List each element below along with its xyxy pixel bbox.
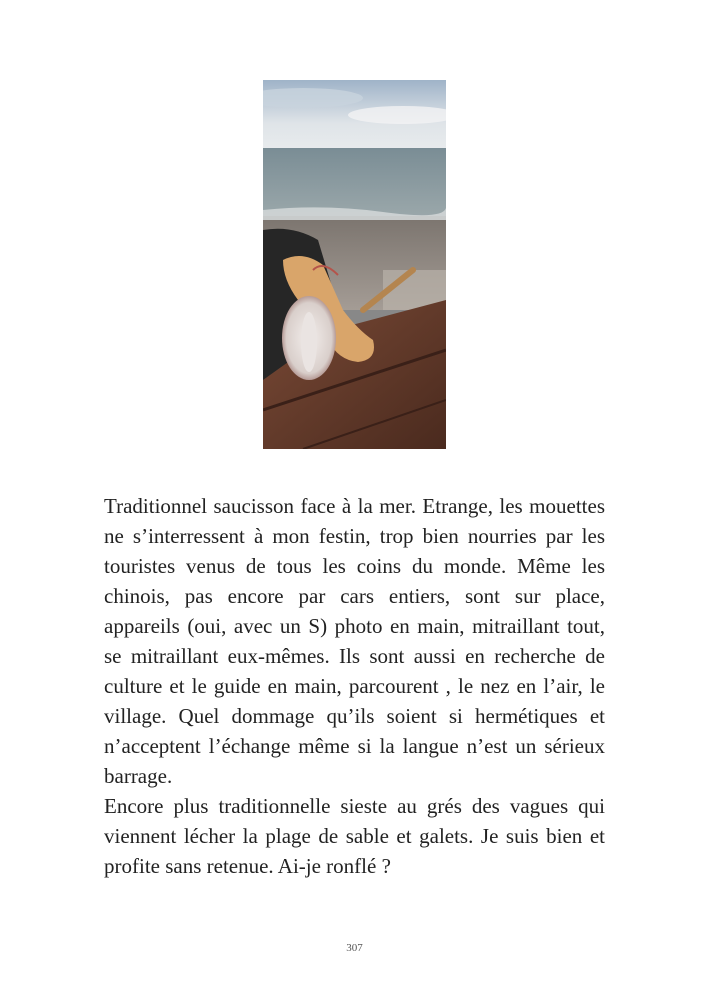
body-text <box>104 491 605 881</box>
saucisson-beach-photo <box>263 80 446 449</box>
paragraph: Encore plus traditionnelle sieste au grés des vagues qui viennent lécher la plage de sable et galets. Je suis bien et profite sans retenue. Ai-je ronflé ? <box>104 794 605 878</box>
paragraph: Traditionnel saucisson face à la mer. Etrange, les mouettes ne s’interressent à mon festin, trop bien nourries par les touristes venus de tous les coins du monde. Même les chinois, pas encore par cars entiers, sont sur place, appareils (oui, avec un S) photo en main, mitraillant tout, se mitraillant eux-mêmes. Ils sont aussi en recherche de culture et le guide en main, parcourent , le nez en l’air, le village. Quel dommage qu’ils soient si hermétiques et n’acceptent l’échange même si la langue n’est un sérieux barrage. <box>104 494 605 788</box>
page-number: 307 <box>346 942 363 954</box>
sea <box>263 148 446 216</box>
photo-illustration <box>263 80 446 449</box>
